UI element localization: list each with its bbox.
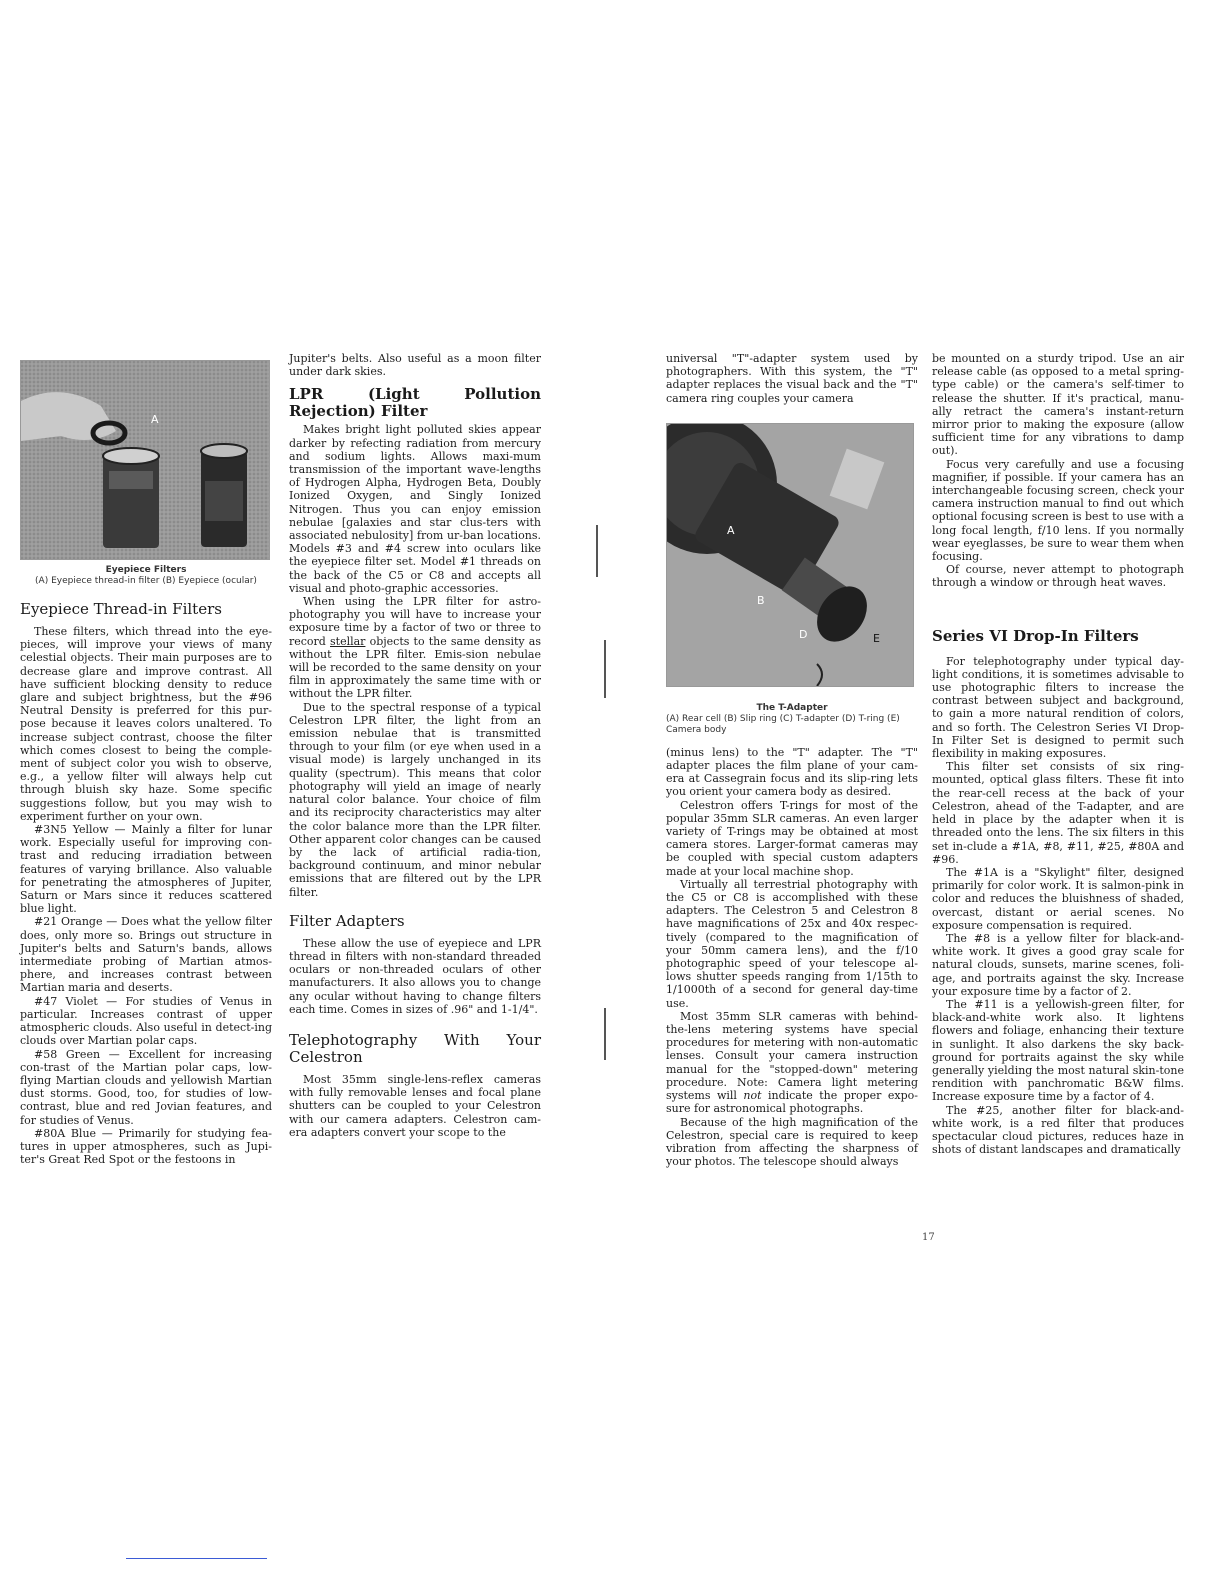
- page-number: 17: [922, 1232, 935, 1243]
- paragraph: The #25, another filter for black-and-white work, is a red filter that produces spectacular cloud pictures, reduces haze in shots of distant landscapes and dramatically: [932, 1103, 1184, 1157]
- fig-label-a: A: [727, 523, 735, 537]
- paragraph: [666, 1010, 918, 1116]
- figure-title: Eyepiece Filters: [105, 565, 187, 575]
- section-heading-series-vi: Series VI Drop-In Filters: [932, 626, 1139, 645]
- paragraph: Most 35mm single-lens-reflex cameras with fully removable lenses and focal plane shutters can be coupled to your Celestron with our camera adapters. Celestron cam-era adapters convert your scope to the: [289, 1072, 541, 1139]
- underlined-word: stellar: [330, 634, 366, 648]
- binding-mark: [604, 640, 606, 698]
- figure-label-a: A: [151, 413, 159, 426]
- section-heading-lpr: LPR (Light Pollution Rejection) Filter: [289, 385, 541, 421]
- figure-caption-text: (A) Eyepiece thread-in filter (B) Eyepiece (ocular): [35, 576, 257, 586]
- paragraph: [289, 595, 541, 701]
- fig-label-b: B: [757, 593, 765, 607]
- paragraph: Celestron offers T-rings for most of the popular 35mm SLR cameras. An even larger variety of T-rings may be obtained at most camera stores. Larger-format cameras may be coupled with special custom adapters made at your local machine shop.: [666, 798, 918, 878]
- footer-rule: [126, 1558, 267, 1559]
- text-run: indicate the proper expo-sure for astronomical photographs.: [666, 1089, 918, 1116]
- paragraph: #21 Orange — Does what the yellow filter does, only more so. Brings out structure in Jupiter's belts and Saturn's bands, allows intermediate probing of Martian atmos-phere, and increases contrast between Martian maria and deserts.: [20, 915, 272, 995]
- paragraph: These allow the use of eyepiece and LPR thread in filters with non-standard threaded oculars or non-threaded oculars of other manufacturers. It also allows you to change any ocular without having to change filters each time. Comes in sizes of .96" and 1-1/4".: [289, 936, 541, 1016]
- paragraph: Because of the high magnification of the Celestron, special care is required to keep vibration from affecting the sharpness of your photos. The telescope should always: [666, 1115, 918, 1169]
- paragraph: #47 Violet — For studies of Venus in particular. Increases contrast of upper atmospheric clouds. Also useful in detect-ing clouds over Martian polar caps.: [20, 994, 272, 1048]
- paragraph: Jupiter's belts. Also useful as a moon filter under dark skies.: [289, 352, 541, 379]
- t-adapter-photo: [666, 423, 914, 687]
- paragraph: Makes bright light polluted skies appear darker by refecting radiation from mercury and sodium lights. Allows maxi-mum transmission of the important wave-lengths of Hydrogen Alpha, Hydrogen Beta, Doubly Ionized Oxygen, and Singly Ionized Nitrogen. Thus you can enjoy emission nebulae [galaxies and star clus-ters with associated nebulosity] from ur-ban locations. Models #3 and #4 screw into oculars like the eyepiece filter set. Model #1 threads on the back of the C5 or C8 and accepts all visual and photo-graphic accessories.: [289, 423, 541, 595]
- paragraph: The #8 is a yellow filter for black-and-white work. It gives a good gray scale for natural clouds, sunsets, marine scenes, foli-age, and portraits against the sky. Increase your exposure time by a factor of 2.: [932, 931, 1184, 998]
- paragraph: (minus lens) to the "T" adapter. The "T" adapter places the film plane of your cam-era at Cassegrain focus and its slip-ring lets you orient your camera body as desired.: [666, 745, 918, 799]
- figure-caption-t-adapter: [666, 703, 918, 736]
- paragraph: #58 Green — Excellent for increasing con-trast of the Martian polar caps, low-flying Martian clouds and yellowish Martian dust storms. Good, too, for studies of low-contrast, blue and red Jovian features, and for studies of Venus.: [20, 1047, 272, 1127]
- paragraph: Virtually all terrestrial photography with the C5 or C8 is accomplished with these adapters. The Celestron 5 and Celestron 8 have magnifications of 25x and 40x respec-tively (compared to the magnification of your 50mm camera lens), and the f/10 photographic speed of your telescope al-lows shutter speeds ranging from 1/15th to 1/1000th of a second for general day-time use.: [666, 877, 918, 1010]
- binding-mark: [604, 1008, 606, 1060]
- column-2: [289, 352, 541, 1139]
- column-1: [20, 352, 272, 1166]
- fig-label-d: D: [799, 627, 808, 641]
- paragraph: The #1A is a "Skylight" filter, designed primarily for color work. It is salmon-pink in color and reduces the bluishness of shaded, overcast, distant or aerial scenes. No exposure compensation is required.: [932, 865, 1184, 932]
- figure-title: The T-Adapter: [756, 702, 828, 713]
- paragraph: The #11 is a yellowish-green filter, for black-and-white work also. It lightens flowers and foliage, enhancing their texture in sunlight. It also darkens the sky back-ground for portraits against the sky while generally yielding the most natural skin-tone rendition with panchromatic B&W films. Increase exposure time by a factor of 4.: [932, 997, 1184, 1104]
- paragraph: This filter set consists of six ring-mounted, optical glass filters. These fit into the rear-cell recess at the back of your Celestron, ahead of the T-adapter, and are held in place by the adapter when it is threaded onto the lens. The six filters in this set in-clude a #1A, #8, #11, #25, #80A and #96.: [932, 760, 1184, 866]
- section-heading-eyepiece-filters: Eyepiece Thread-in Filters: [20, 600, 222, 618]
- figure-caption-text: (A) Rear cell (B) Slip ring (C) T-adapter (D) T-ring (E) Camera body: [666, 713, 900, 735]
- paragraph: universal "T"-adapter system used by photographers. With this system, the "T" adapter replaces the visual back and the "T" camera ring couples your camera: [666, 352, 918, 405]
- paragraph: #3N5 Yellow — Mainly a filter for lunar work. Especially useful for improving con-trast and reducing irradiation between features of varying brillance. Also valuable for penetrating the atmospheres of Jupiter, Saturn or Mars since it reduces scattered blue light.: [20, 823, 272, 916]
- paragraph: These filters, which thread into the eye-pieces, will improve your views of many celestial objects. Their main purposes are to decrease glare and improve contrast. All have sufficient blocking density to reduce glare and subject brightness, but the #96 Neutral Density is preferred for this pur-pose because it leaves colors unaltered. To increase subject contrast, choose the filter which comes closest to being the comple-ment of subject color you wish to observe, e.g., a yellow filter will always help cut through bluish sky haze. Some specific suggestions follow, but you may wish to experiment further on your own.: [20, 625, 272, 823]
- column-3: [666, 352, 918, 1168]
- paragraph: be mounted on a sturdy tripod. Use an air release cable (as opposed to a metal spring-type cable) or the camera's self-timer to release the shutter. If it's practical, manu-ally retract the camera's instant-return mirror prior to making the exposure (allow sufficient time for any vibrations to damp out).: [932, 352, 1184, 458]
- binding-mark: [596, 525, 598, 577]
- t-adapter-illustration: [667, 424, 913, 686]
- paragraph: #80A Blue — Primarily for studying fea-tures in upper atmospheres, such as Jupi-ter's Great Red Spot or the festoons in: [20, 1126, 272, 1167]
- emphasis: not: [743, 1089, 762, 1103]
- paragraph: Due to the spectral response of a typical Celestron LPR filter, the light from an emission nebulae that is transmitted through to your film (or eye when used in a visual mode) is largely unchanged in its quality (spectrum). This means that color photography will yield an image of nearly natural color balance. Your choice of film and its reciprocity characteristics may alter the color balance more than the LPR filter. Other apparent color changes can be caused by the lack of artificial radia-tion, background continuum, and minor nebular emissions that are filtered out by the LPR filter.: [289, 700, 541, 899]
- section-heading-filter-adapters: Filter Adapters: [289, 911, 405, 930]
- paragraph: Of course, never attempt to photograph through a window or through heat waves.: [932, 563, 1184, 590]
- fig-label-e: E: [873, 631, 880, 645]
- eyepiece-filters-illustration: [21, 361, 269, 559]
- text-run: objects to the same density as without the LPR filter. Emis-sion nebulae will be recorded to the same density on your film in approximately the same time with or without the LPR filter.: [289, 634, 541, 701]
- section-heading-telephotography: Telephotography With Your Celestron: [289, 1030, 541, 1066]
- paragraph: Focus very carefully and use a focusing magnifier, if possible. If your camera has an interchangeable focusing screen, check your camera instruction manual to find out which optional focusing screen is best to use with a long focal length, f/10 lens. If you normally wear eyeglasses, be sure to wear them when focusing.: [932, 457, 1184, 564]
- text-run: Most 35mm SLR cameras with behind-the-lens metering systems have special procedures for metering with non-automatic lenses. Consult your camera instruction manual for the "stopped-down" metering procedure. Note: Camera light metering systems will: [666, 1009, 918, 1103]
- figure-caption-eyepiece: [20, 565, 272, 587]
- paragraph: For telephotography under typical day-light conditions, it is sometimes advisable to use photographic filters to increase the contrast between subject and background, to gain a more natural rendition of colors, and so forth. The Celestron Series VI Drop-In Filter Set is designed to permit such flexibility in making exposures.: [932, 654, 1184, 761]
- text-run: When using the LPR filter for astro-photography you will have to increase your exposure time by a factor of two or three to record: [289, 595, 541, 648]
- column-4: [932, 352, 1184, 1156]
- eyepiece-filters-photo: [20, 360, 270, 560]
